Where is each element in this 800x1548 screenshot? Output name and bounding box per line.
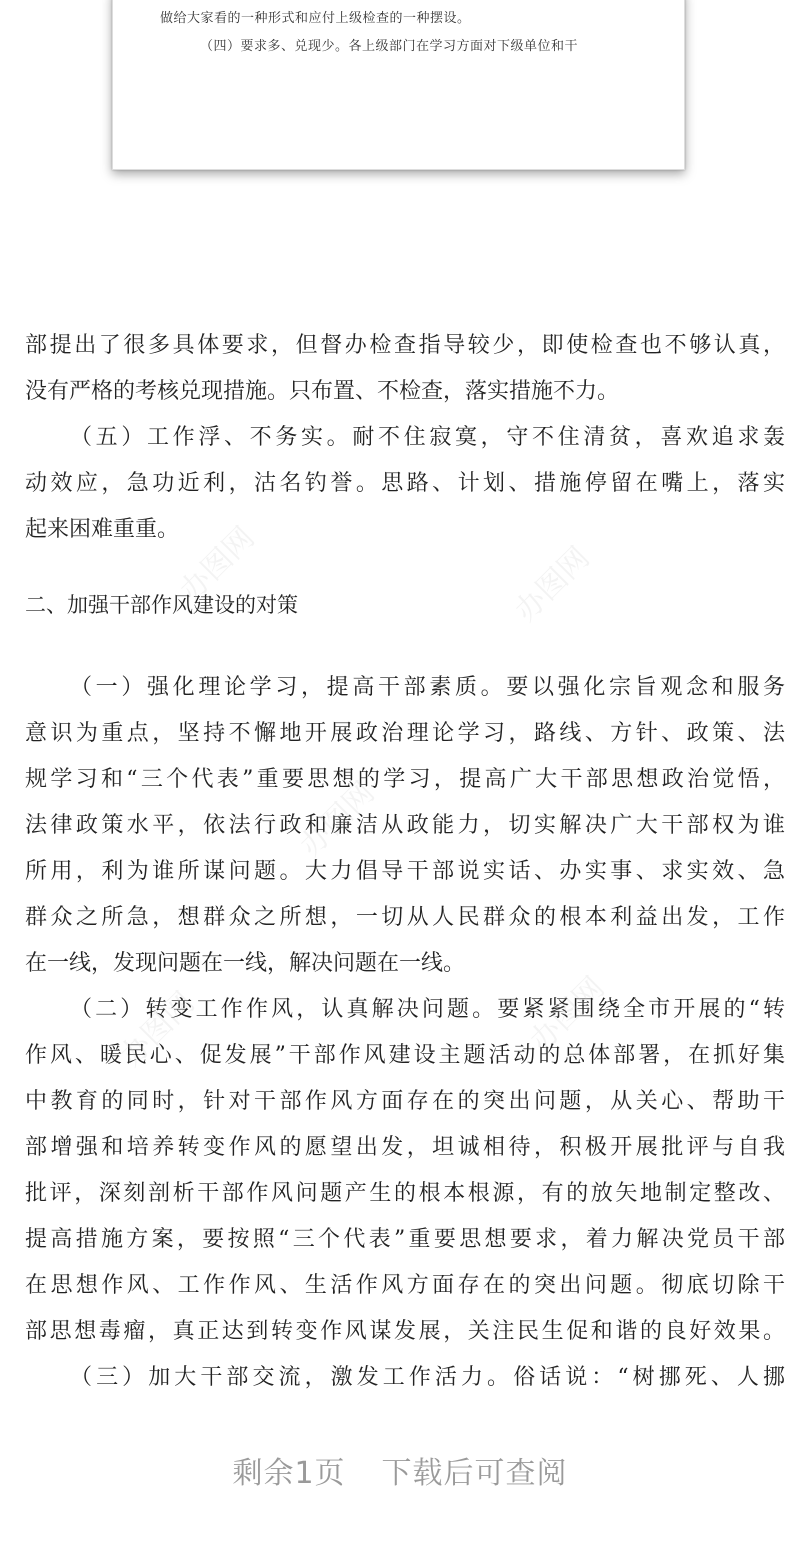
- text-line: 中教育的同时，针对干部作风方面存在的突出问题，从关心、帮助干: [25, 1089, 785, 1114]
- text-line: （五）工作浮、不务实。耐不住寂寞，守不住清贫，喜欢追求轰: [70, 425, 785, 450]
- text-line: 部提出了很多具体要求，但督办检查指导较少，即使检查也不够认真，: [25, 333, 785, 358]
- text-line: （一）强化理论学习，提高干部素质。要以强化宗旨观念和服务: [70, 675, 785, 700]
- watermark: 办图网: [293, 775, 382, 864]
- text-line: （三）加大干部交流，激发工作活力。俗话说：“树挪死、人挪: [70, 1365, 785, 1390]
- text-line: 在一线，发现问题在一线，解决问题在一线。: [25, 951, 466, 976]
- download-prompt[interactable]: [0, 1448, 800, 1492]
- watermark: 办图网: [508, 540, 597, 629]
- text-line: 所用，利为谁所谋问题。大力倡导干部说实话、办实事、求实效、急: [25, 859, 785, 884]
- download-to-view-text: 下载后可查阅: [381, 1456, 568, 1491]
- text-line: 没有严格的考核兑现措施。只布置、不检查，落实措施不力。: [25, 379, 620, 404]
- page-preview-card: [112, 0, 685, 170]
- text-line: 意识为重点，坚持不懈地开展政治理论学习，路线、方针、政策、法: [25, 721, 785, 746]
- text-line: 在思想作风、工作作风、生活作风方面存在的突出问题。彻底切除干: [25, 1273, 785, 1298]
- watermark: 办图网: [113, 985, 202, 1074]
- watermark: 办图网: [523, 970, 612, 1059]
- text-line: 批评，深刻剖析干部作风问题产生的根本根源，有的放矢地制定整改、: [25, 1181, 785, 1206]
- text-line: 提高措施方案，要按照“三个代表”重要思想要求，着力解决党员干部: [25, 1227, 785, 1252]
- preview-line: 做给大家看的一种形式和应付上级检查的一种摆设。: [160, 11, 471, 26]
- text-line: 部思想毒瘤，真正达到转变作风谋发展，关注民生促和谐的良好效果。: [25, 1319, 785, 1344]
- text-line: 群众之所急，想群众之所想，一切从人民群众的根本利益出发，工作: [25, 905, 785, 930]
- text-line: 部增强和培养转变作风的愿望出发，坦诚相待，积极开展批评与自我: [25, 1135, 785, 1160]
- text-line: 法律政策水平，依法行政和廉洁从政能力，切实解决广大干部权为谁: [25, 813, 785, 838]
- text-line: 规学习和“三个代表”重要思想的学习，提高广大干部思想政治觉悟，: [25, 767, 785, 792]
- watermark: 办图网: [173, 520, 262, 609]
- section-heading: 二、加强干部作风建设的对策: [25, 593, 298, 617]
- preview-line: （四）要求多、兑现少。各上级部门在学习方面对下级单位和干: [200, 39, 579, 54]
- text-line: 动效应，急功近利，沽名钓誉。思路、计划、措施停留在嘴上，落实: [25, 471, 785, 496]
- text-line: 作风、暖民心、促发展”干部作风建设主题活动的总体部署，在抓好集: [25, 1043, 785, 1068]
- text-line: （二）转变工作作风，认真解决问题。要紧紧围绕全市开展的“转: [70, 997, 785, 1022]
- remaining-pages-text: 剩余1页: [232, 1456, 346, 1491]
- text-line: 起来困难重重。: [25, 517, 180, 542]
